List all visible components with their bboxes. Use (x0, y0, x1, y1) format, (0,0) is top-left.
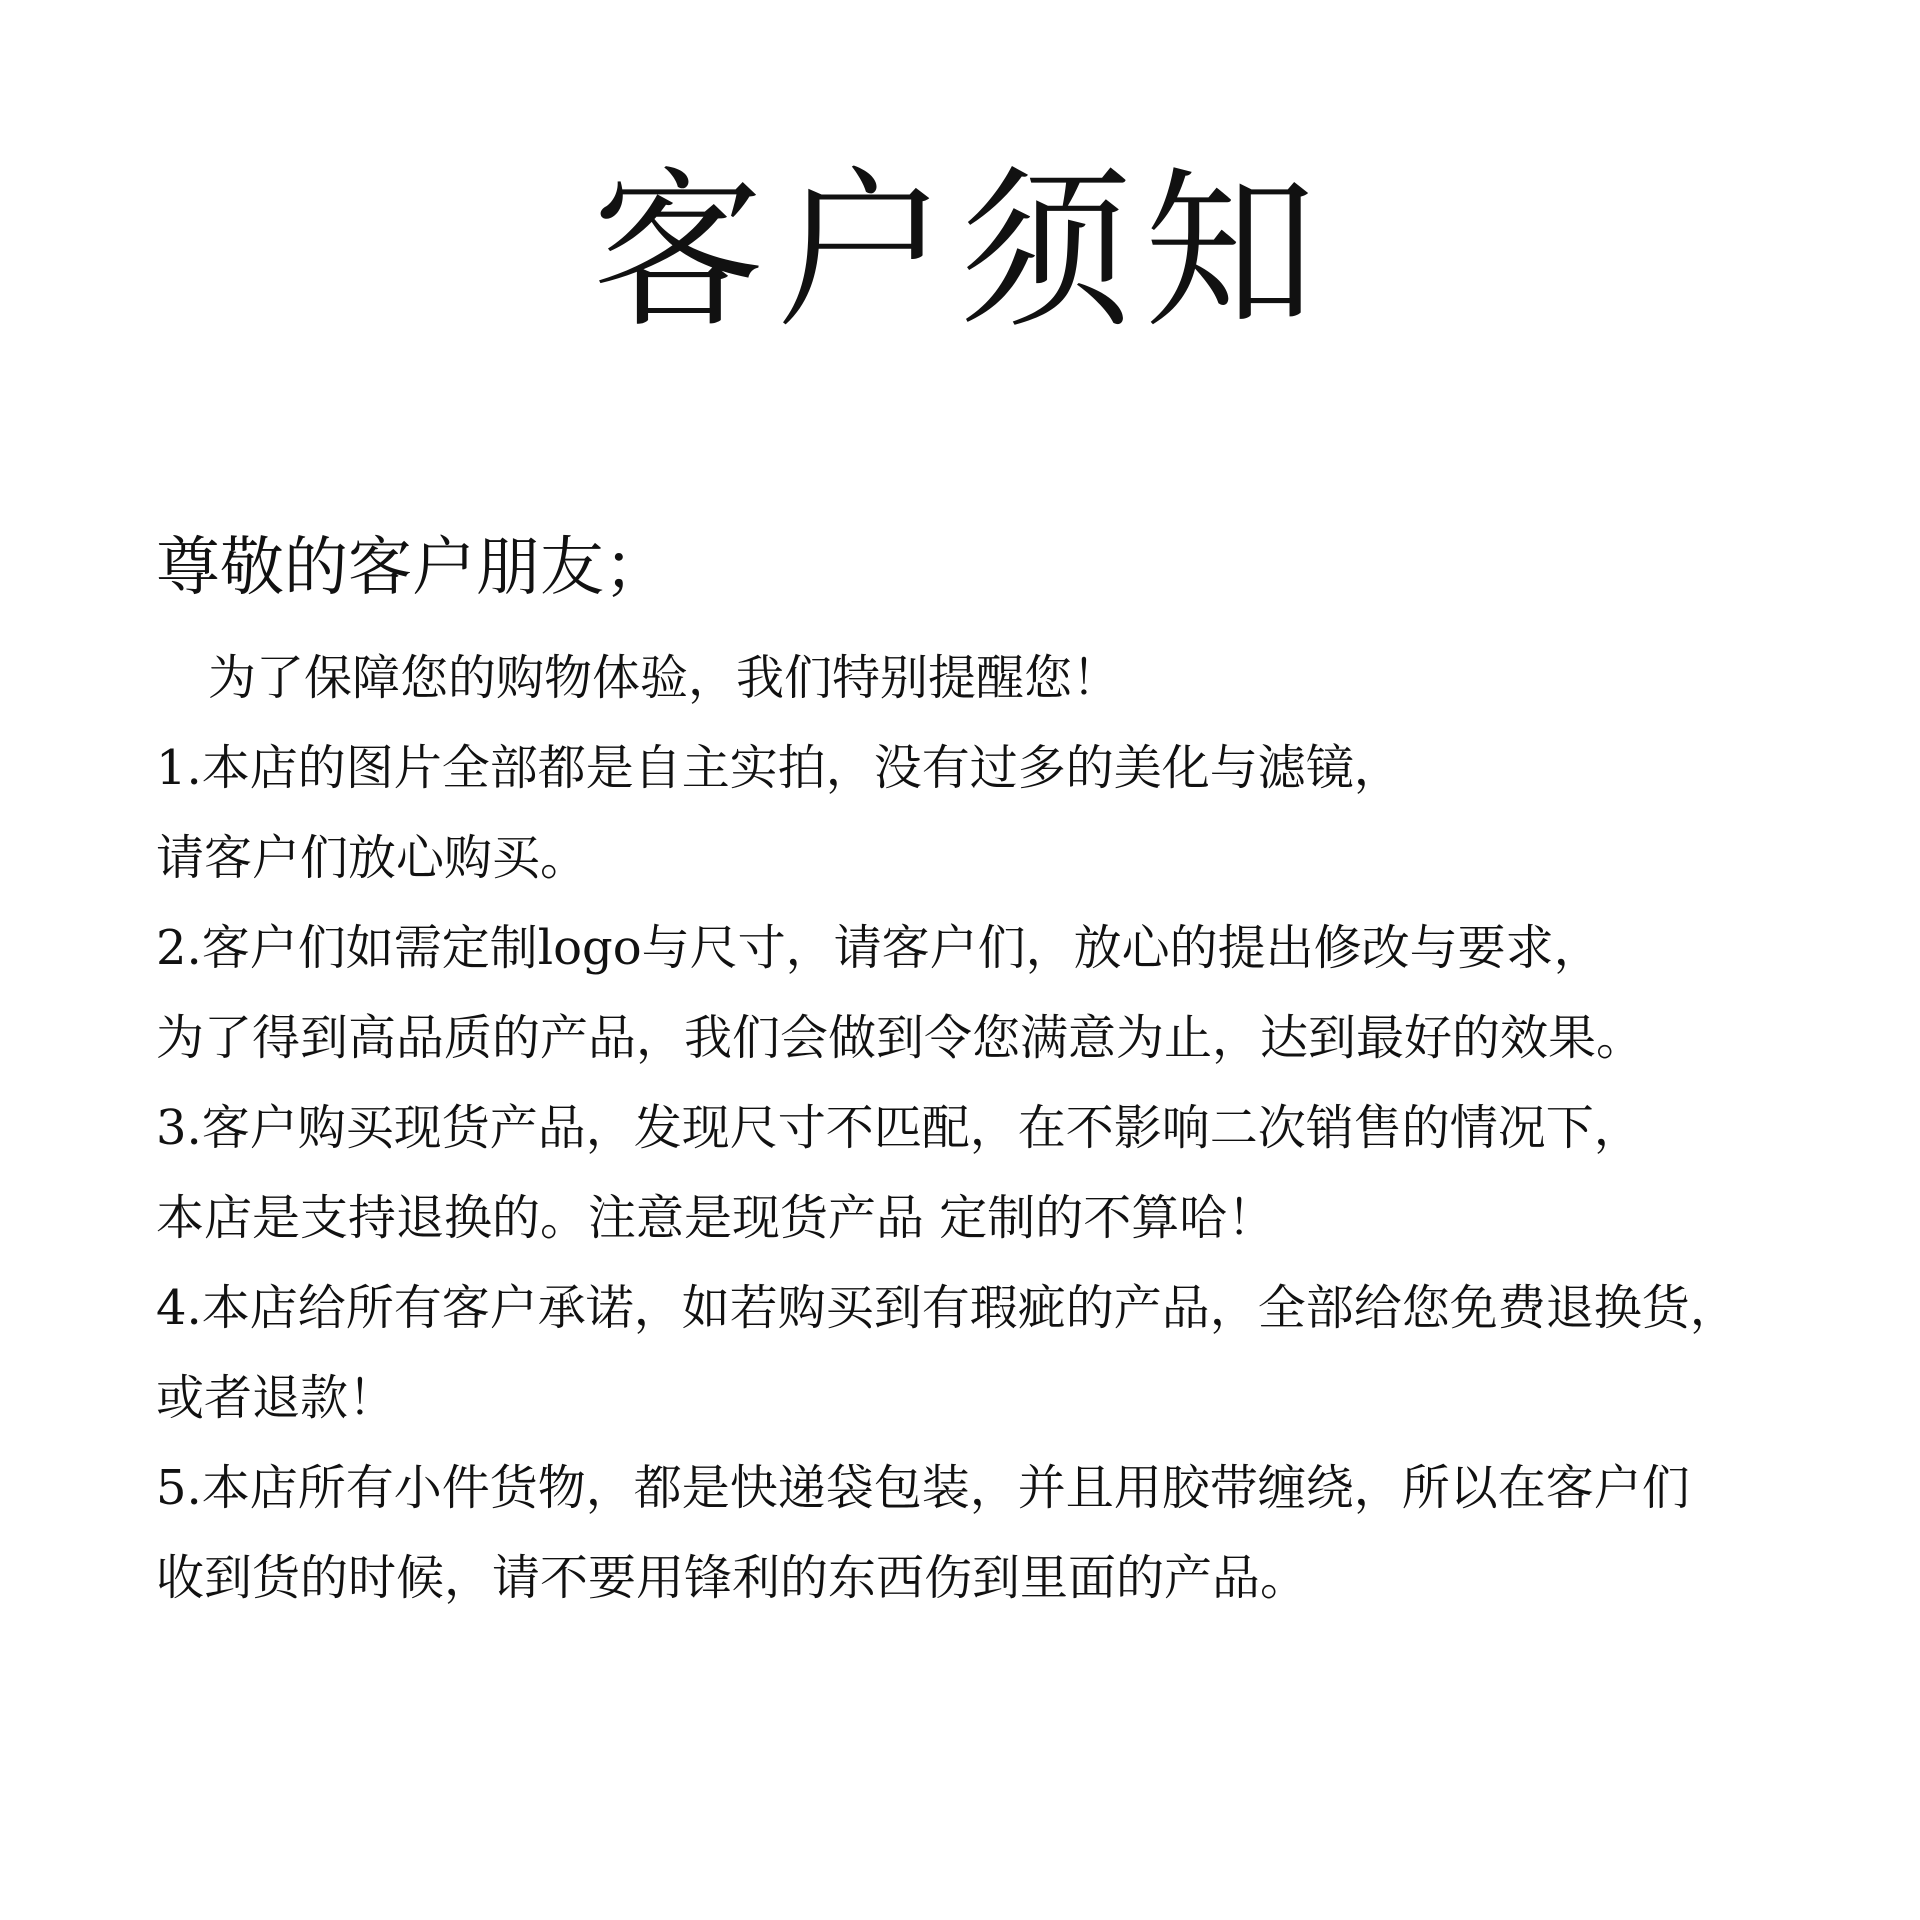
notice-line-6: 本店是支持退换的。注意是现货产品 定制的不算哈！ (156, 1190, 1276, 1246)
page-title: 客户须知 (592, 151, 1328, 352)
notice-line-3: 2.客户们如需定制logo与尺寸，请客户们，放心的提出修改与要求， (156, 920, 1602, 976)
greeting-text: 尊敬的客户朋友； (156, 531, 668, 605)
notice-line-7: 4.本店给所有客户承诺，如若购买到有瑕疵的产品，全部给您免费退换货， (156, 1280, 1738, 1336)
notice-line-4: 为了得到高品质的产品，我们会做到令您满意为止，达到最好的效果。 (156, 1010, 1645, 1066)
notice-line-8: 或者退款！ (156, 1370, 397, 1426)
notice-line-5: 3.客户购买现货产品，发现尺寸不匹配，在不影响二次销售的情况下， (156, 1100, 1642, 1156)
notice-line-1: 1.本店的图片全部都是自主实拍，没有过多的美化与滤镜， (156, 740, 1402, 796)
notice-line-9: 5.本店所有小件货物，都是快递袋包装，并且用胶带缠绕，所以在客户们 (156, 1460, 1690, 1516)
notice-line-10: 收到货的时候，请不要用锋利的东西伤到里面的产品。 (156, 1550, 1309, 1606)
notice-line-2: 请客户们放心购买。 (156, 830, 589, 886)
intro-text: 为了保障您的购物体验，我们特别提醒您！ (208, 650, 1121, 706)
